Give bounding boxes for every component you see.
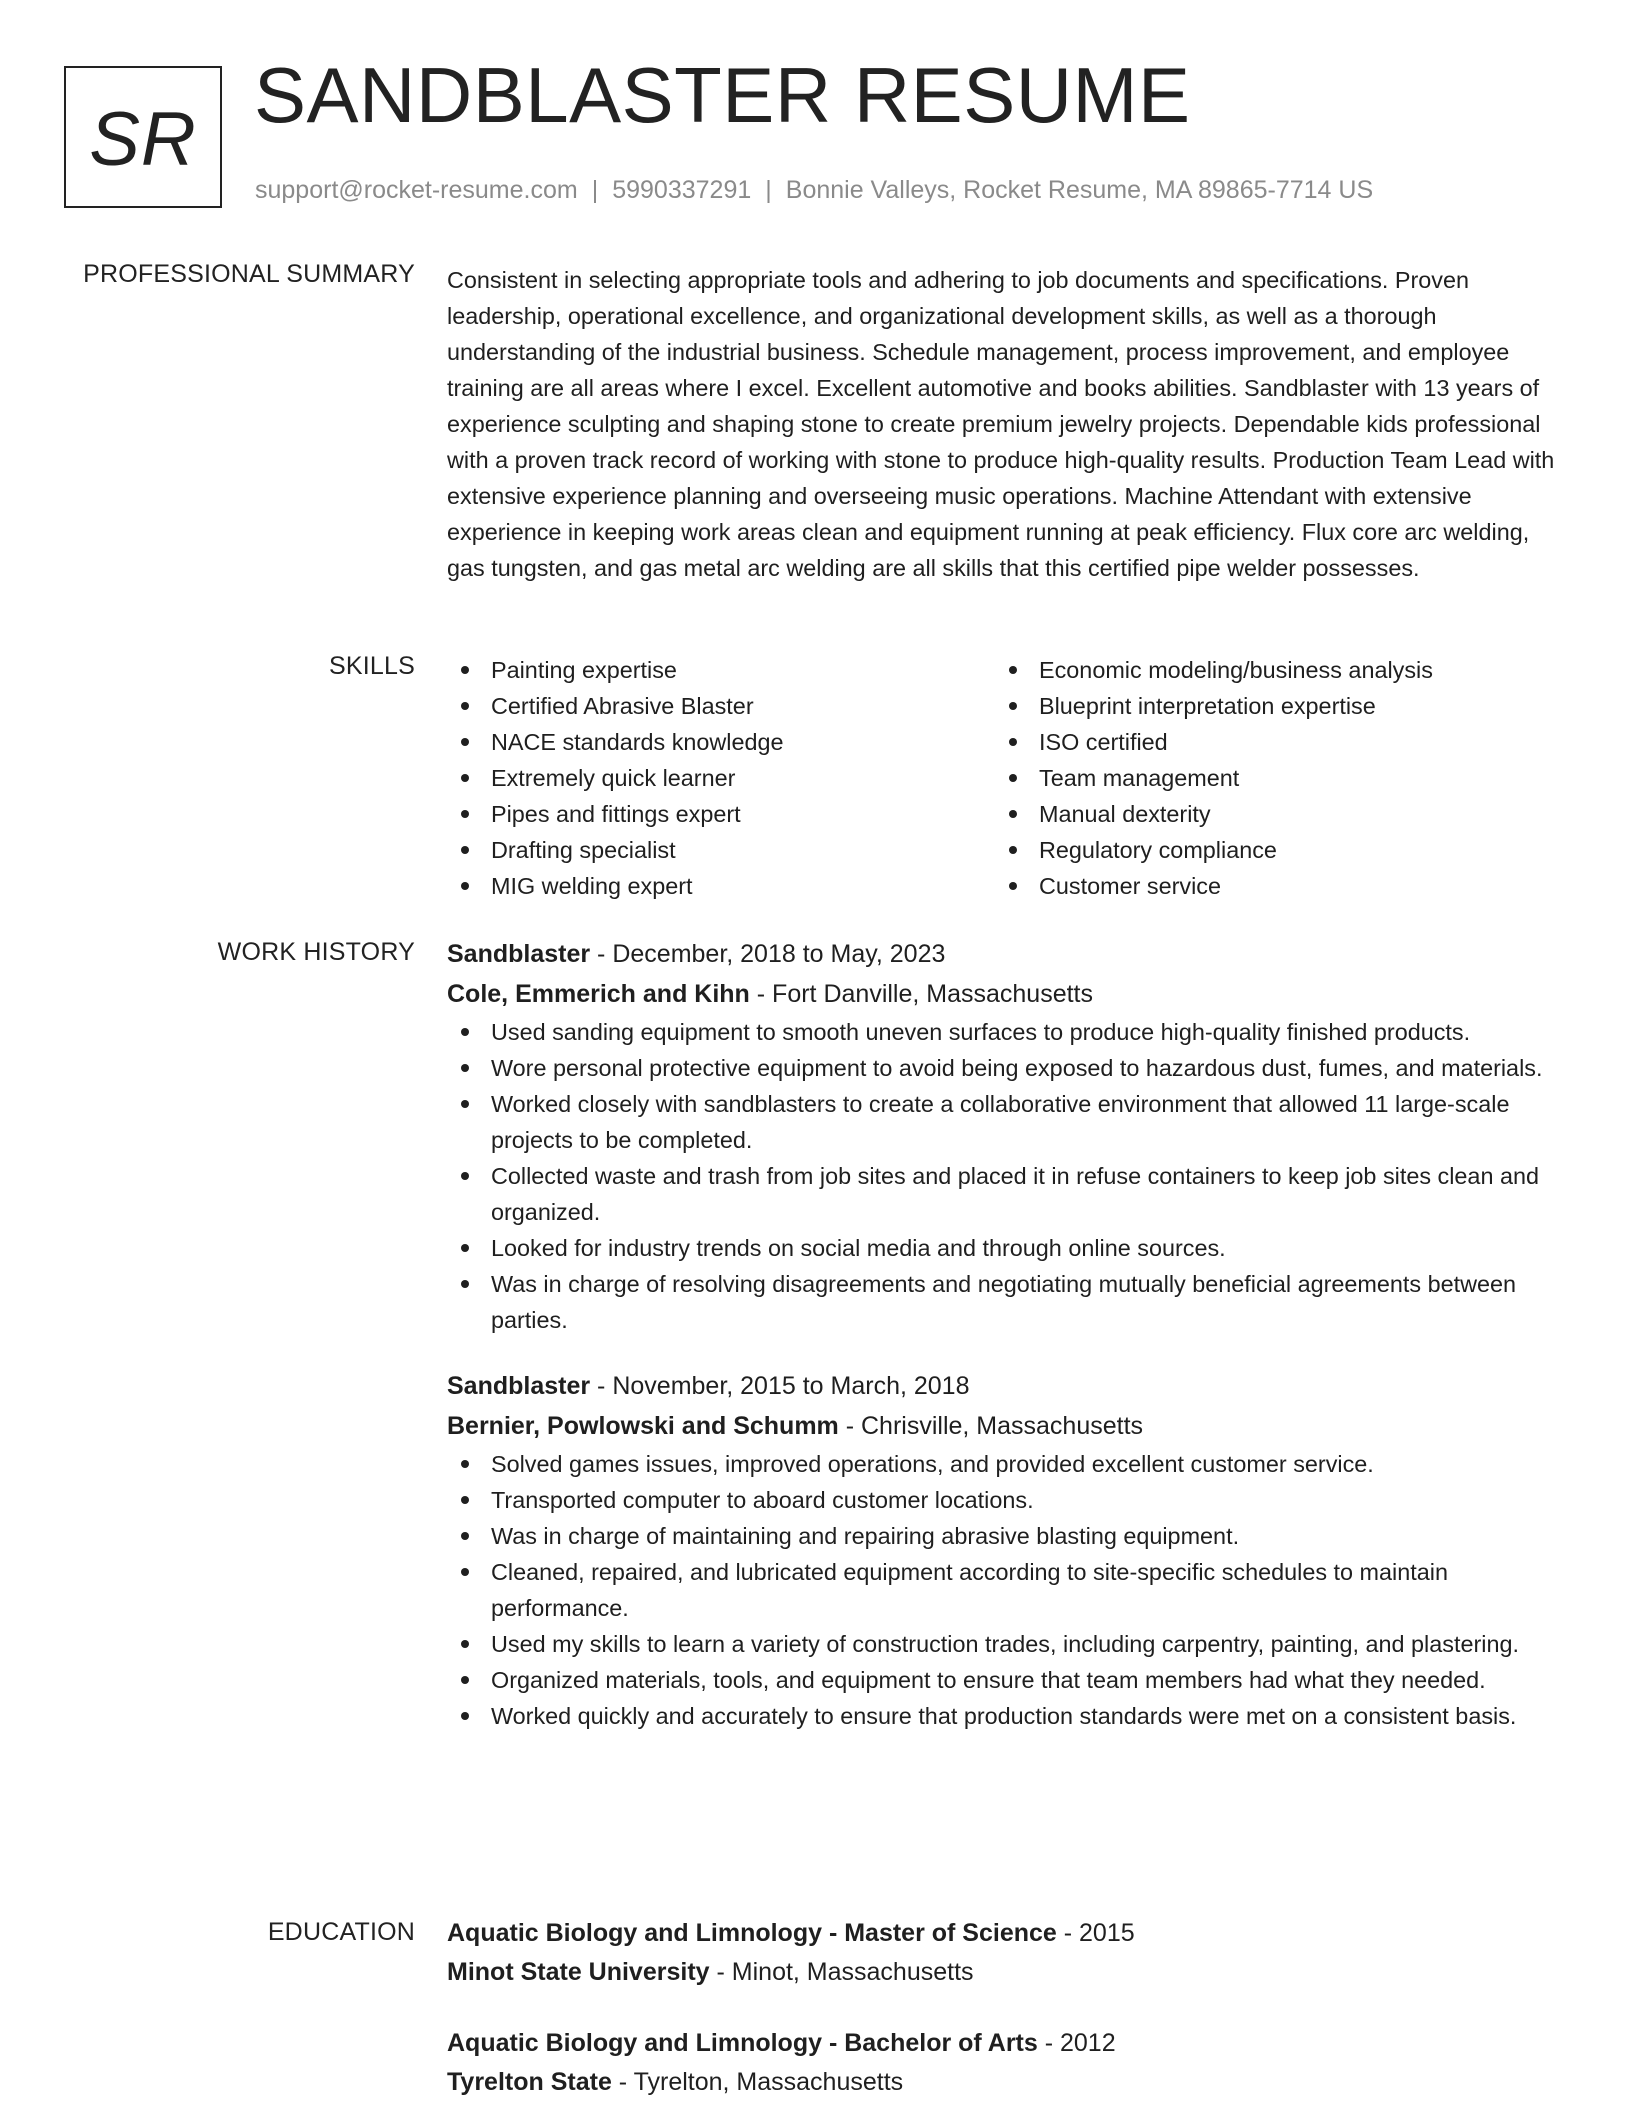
- job-company-line: [447, 1406, 1567, 1446]
- job-title-line: [447, 934, 1567, 974]
- job-duty: Used sanding equipment to smooth uneven surfaces to produce high-quality finished products.: [447, 1014, 1567, 1050]
- job-duty: Worked quickly and accurately to ensure that production standards were met on a consistent basis.: [447, 1698, 1567, 1734]
- skills-body: [447, 652, 1567, 904]
- skill-item: Painting expertise: [447, 652, 995, 688]
- skill-item: Regulatory compliance: [995, 832, 1543, 868]
- job-entry: [447, 1366, 1567, 1734]
- skills-list-right: [995, 652, 1543, 904]
- education-degree: Aquatic Biology and Limnology - Bachelor of Arts: [447, 2029, 1038, 2057]
- job-duty: Looked for industry trends on social media and through online sources.: [447, 1230, 1567, 1266]
- job-entry: [447, 934, 1567, 1338]
- job-title: Sandblaster: [447, 940, 591, 968]
- section-label-work-history: WORK HISTORY: [217, 938, 415, 966]
- education-school-line: [447, 1953, 1567, 1992]
- skill-item: NACE standards knowledge: [447, 724, 995, 760]
- job-dates: - November, 2015 to March, 2018: [590, 1372, 970, 1400]
- education-year: - 2012: [1037, 2029, 1116, 2057]
- contact-email: support@rocket-resume.com: [255, 176, 578, 204]
- skill-item: Pipes and fittings expert: [447, 796, 995, 832]
- education-school: Tyrelton State: [447, 2068, 612, 2096]
- work-history-body: [447, 934, 1567, 1734]
- job-duties-list: [447, 1446, 1567, 1734]
- job-title: Sandblaster: [447, 1372, 591, 1400]
- section-label-skills: SKILLS: [329, 652, 415, 680]
- job-duty: Organized materials, tools, and equipment to ensure that team members had what they needed.: [447, 1662, 1567, 1698]
- education-degree-line: [447, 1914, 1567, 1953]
- job-duty: Collected waste and trash from job sites and placed it in refuse containers to keep job sites clean and organized.: [447, 1158, 1567, 1230]
- skill-item: Certified Abrasive Blaster: [447, 688, 995, 724]
- resume-title: SANDBLASTER RESUME: [254, 51, 1191, 139]
- job-company-line: [447, 974, 1567, 1014]
- contact-phone: 5990337291: [612, 176, 752, 204]
- job-duty: Was in charge of resolving disagreements and negotiating mutually beneficial agreements between parties.: [447, 1266, 1567, 1338]
- education-location: - Tyrelton, Massachusetts: [611, 2068, 904, 2096]
- job-duty: Worked closely with sandblasters to create a collaborative environment that allowed 11 large-scale projects to be completed.: [447, 1086, 1567, 1158]
- contact-line: [255, 176, 1373, 205]
- skills-column-right: [995, 652, 1543, 904]
- section-label-education: EDUCATION: [267, 1918, 415, 1946]
- job-duty: Wore personal protective equipment to avoid being exposed to hazardous dust, fumes, and materials.: [447, 1050, 1567, 1086]
- skill-item: Blueprint interpretation expertise: [995, 688, 1543, 724]
- skill-item: Extremely quick learner: [447, 760, 995, 796]
- skills-list-left: [447, 652, 995, 904]
- skill-item: Manual dexterity: [995, 796, 1543, 832]
- education-entry: [447, 1914, 1567, 1992]
- job-location: - Chrisville, Massachusetts: [838, 1412, 1144, 1440]
- job-dates: - December, 2018 to May, 2023: [590, 940, 946, 968]
- skills-columns: [447, 652, 1567, 904]
- contact-separator: |: [765, 176, 772, 204]
- skill-item: Customer service: [995, 868, 1543, 904]
- skill-item: Drafting specialist: [447, 832, 995, 868]
- job-company: Cole, Emmerich and Kihn: [447, 980, 750, 1008]
- job-duty: Cleaned, repaired, and lubricated equipment according to site-specific schedules to maintain performance.: [447, 1554, 1567, 1626]
- job-duty: Was in charge of maintaining and repairing abrasive blasting equipment.: [447, 1518, 1567, 1554]
- job-duty: Solved games issues, improved operations, and provided excellent customer service.: [447, 1446, 1567, 1482]
- education-school-line: [447, 2063, 1567, 2102]
- skill-item: Economic modeling/business analysis: [995, 652, 1543, 688]
- skill-item: MIG welding expert: [447, 868, 995, 904]
- monogram-initials: SR: [89, 96, 197, 182]
- job-duty: Transported computer to aboard customer locations.: [447, 1482, 1567, 1518]
- skill-item: Team management: [995, 760, 1543, 796]
- education-year: - 2015: [1056, 1919, 1135, 1947]
- skill-item: ISO certified: [995, 724, 1543, 760]
- education-body: [447, 1914, 1567, 2102]
- education-school: Minot State University: [447, 1958, 710, 1986]
- contact-separator: |: [591, 176, 599, 204]
- education-location: - Minot, Massachusetts: [709, 1958, 974, 1986]
- education-degree: Aquatic Biology and Limnology - Master of Science: [447, 1919, 1057, 1947]
- contact-address: Bonnie Valleys, Rocket Resume, MA 89865-7714 US: [785, 176, 1374, 204]
- job-location: - Fort Danville, Massachusetts: [749, 980, 1094, 1008]
- skills-column-left: [447, 652, 995, 904]
- summary-body: [447, 262, 1567, 586]
- education-degree-line: [447, 2024, 1567, 2063]
- summary-text: Consistent in selecting appropriate tools and adhering to job documents and specifications. Proven leadership, operational excellence, and organizational development skills, as well as a thorough understanding of the industrial business. Schedule management, process improvement, and employee training are all areas where I excel. Excellent automotive and books abilities. Sandblaster with 13 years of experience sculpting and shaping stone to create premium jewelry projects. Dependable kids professional with a proven track record of working with stone to produce high-quality results. Production Team Lead with extensive experience planning and overseeing music operations. Machine Attendant with extensive experience in keeping work areas clean and equipment running at peak efficiency. Flux core arc welding, gas tungsten, and gas metal arc welding are all skills that this certified pipe welder possesses.: [447, 267, 1555, 581]
- monogram-badge: [64, 66, 222, 208]
- job-duties-list: [447, 1014, 1567, 1338]
- job-company: Bernier, Powlowski and Schumm: [447, 1412, 839, 1440]
- education-entry: [447, 2024, 1567, 2102]
- job-duty: Used my skills to learn a variety of construction trades, including carpentry, painting, and plastering.: [447, 1626, 1567, 1662]
- job-title-line: [447, 1366, 1567, 1406]
- section-label-summary: PROFESSIONAL SUMMARY: [83, 260, 415, 288]
